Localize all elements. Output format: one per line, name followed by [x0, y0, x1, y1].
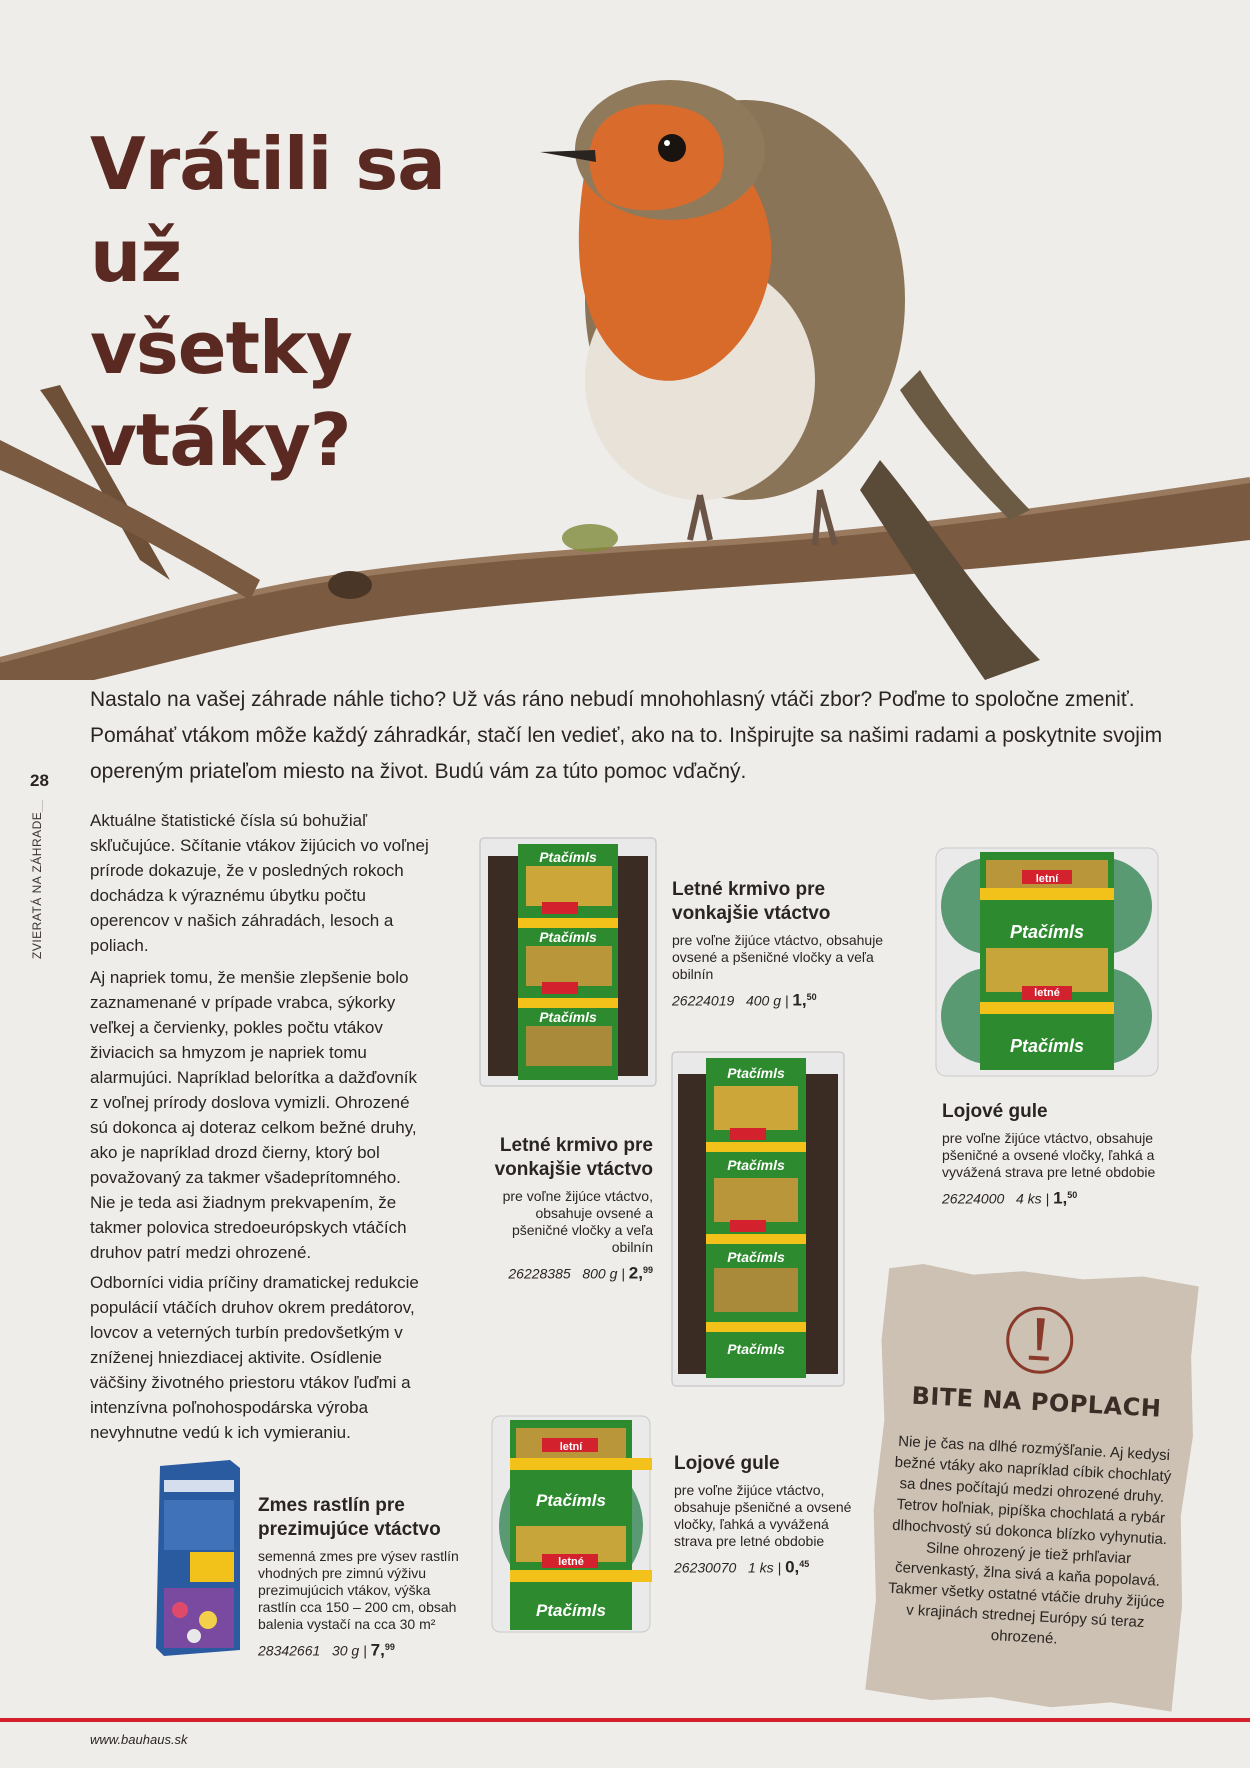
title-line-1: Vrátili sa	[90, 122, 445, 206]
brand-logo-text: Ptačímls	[1009, 922, 1085, 942]
product-image-suet-balls-4pack	[934, 846, 1160, 1078]
product-image-suet-ball-single	[490, 1414, 652, 1634]
product-card	[674, 1452, 864, 1578]
body-paragraph-3: Odborníci vidia príčiny dramatickej redukcie populácií vtáčích druhov okrem predátorov, lovcov a veterných turbín predovšetkým v zníženej hniezdiacej aktivite. Osídlenie väčšiny životného priestoru vtákov ľuďmi a intenzívna poľnohospodárska výroba nevyhnutne vedú k ich vymieraniu.	[90, 1273, 419, 1442]
product-description: pre voľne žijúce vtáctvo, obsahuje ovsené a pšeničné vločky a veľa obilnín	[502, 1188, 653, 1255]
title-line-3: vtáky?	[90, 398, 351, 482]
brand-logo-text: Ptačímls	[727, 1157, 785, 1173]
brand-logo-text: Ptačímls	[539, 849, 597, 865]
price-cents: 45	[799, 1559, 810, 1569]
product-price	[672, 987, 887, 1011]
page-number: 28	[30, 771, 49, 790]
product-card	[672, 878, 887, 1011]
product-card	[942, 1100, 1177, 1209]
price-main: 1,	[792, 990, 807, 1010]
price-main: 7,	[370, 1640, 385, 1660]
product-price	[258, 1637, 463, 1661]
product-quantity: 800 g |	[582, 1265, 625, 1282]
section-label: ZVIERATÁ NA ZÁHRADE	[30, 812, 44, 960]
product-description: pre voľne žijúce vtáctvo, obsahuje pšeničné a ovsené vločky, ľahká a vyvážená strava pre letné obdobie	[674, 1482, 852, 1549]
price-cents: 99	[642, 1265, 653, 1275]
title-line-2: už všetky	[90, 214, 352, 390]
product-code: 26230070	[674, 1559, 737, 1576]
product-card	[258, 1494, 463, 1661]
brand-logo-text: Ptačímls	[539, 1009, 597, 1025]
brand-logo-text: Ptačímls	[1009, 1036, 1085, 1056]
product-quantity: 30 g |	[331, 1642, 367, 1659]
brand-logo-text: Ptačímls	[539, 929, 597, 945]
product-image-seed-bag-400g	[478, 836, 658, 1088]
tag-letni: letní	[559, 1441, 583, 1453]
product-quantity: 4 ks |	[1015, 1190, 1050, 1207]
body-paragraph-2: Aj napriek tomu, že menšie zlepšenie bolo zaznamenané v prípade vrabca, sýkorky veľkej a červienky, pokles počtu vtákov živiacich sa hmyzom je napriek tomu alarmujúci. Napríklad belorítka a dažďovník z voľnej prírody doslova vymizli. Ohrozené sú dokonca aj doteraz celkom bežné druhy, ako je napríklad drozd čierny, ktorý bol považovaný za takmer všadeprítomného. Nie je teda asi žiadnym prekvapením, že takmer polovica stredoeurópskych vtáčích druhov patrí medzi ohrozené.	[90, 968, 417, 1262]
product-code: 26224019	[672, 992, 735, 1009]
warning-note	[861, 1260, 1204, 1716]
product-description: semenná zmes pre výsev rastlín vhodných pre zimnú výživu prezimujúcich vtákov, výška rastlín cca 150 – 200 cm, obsah balenia vystačí na cca 30 m²	[258, 1548, 459, 1632]
product-code: 26228385	[508, 1265, 571, 1282]
product-code: 28342661	[258, 1642, 321, 1659]
price-main: 2,	[628, 1263, 643, 1283]
tag-letni: letní	[1035, 873, 1059, 885]
side-divider	[42, 800, 43, 812]
footer-url[interactable]: www.bauhaus.sk	[90, 1732, 188, 1747]
brand-logo-text: Ptačímls	[727, 1249, 785, 1265]
body-paragraph-1: Aktuálne štatistické čísla sú bohužiaľ skľučujúce. Sčítanie vtákov žijúcich vo voľnej prírode dokazuje, že v posledných rokoch dochádza k výraznému úbytku počtu operencov v našich záhradách, lesoch a poliach.	[90, 811, 429, 955]
brand-logo-text: Ptačímls	[727, 1065, 785, 1081]
product-description: pre voľne žijúce vtáctvo, obsahuje pšeničné a ovsené vločky, ľahká a vyvážená strava pre letné obdobie	[942, 1130, 1156, 1180]
product-title: Letné krmivo pre vonkajšie vtáctvo	[672, 879, 831, 924]
footer-divider	[0, 1718, 1250, 1722]
product-image-seed-mix-box	[150, 1460, 244, 1656]
product-price	[942, 1185, 1177, 1209]
tag-letne: letné	[1034, 987, 1060, 999]
price-cents: 50	[806, 992, 817, 1002]
price-cents: 99	[384, 1642, 395, 1652]
product-title: Lojové gule	[674, 1453, 780, 1474]
product-price	[478, 1260, 653, 1284]
price-cents: 50	[1067, 1190, 1078, 1200]
product-code: 26224000	[942, 1190, 1005, 1207]
robin-eye	[658, 134, 686, 162]
product-title: Letné krmivo pre vonkajšie vtáctvo	[494, 1135, 653, 1180]
brand-logo-text: Ptačímls	[727, 1341, 785, 1357]
tag-letne: letné	[558, 1556, 584, 1568]
product-description: pre voľne žijúce vtáctvo, obsahuje ovsené a pšeničné vločky a veľa obilnín	[672, 932, 884, 982]
brand-logo-text: Ptačímls	[536, 1601, 606, 1620]
product-title: Lojové gule	[942, 1101, 1048, 1122]
price-main: 0,	[785, 1557, 800, 1577]
note-body: Nie je čas na dlhé rozmýšľanie. Aj kedysi bežné vtáky ako napríklad cíbik chochlatý sa dnes počítajú medzi ohrozené druhy. Tetrov hoľniak, pipíška chochlatá a rybár dlhochvostý sú dokonca blízko vyhynutia. Silne ohrozený je tiež prhľaviar červenkastý, žlna sivá a kaňa popolavá. Takmer všetky ostatné vtáčie druhy žijúce v krajinách strednej Európy sú teraz ohrozené.	[887, 1432, 1172, 1648]
page-title	[90, 118, 450, 486]
product-image-seed-bag-800g	[670, 1050, 846, 1388]
product-quantity: 1 ks |	[747, 1559, 782, 1576]
intro-paragraph: Nastalo na vašej záhrade náhle ticho? Už vás ráno nebudí mnohohlasný vtáči zbor? Poďme to spoločne zmeniť. Pomáhať vtákom môže každý záhradkár, stačí len vedieť, ako na to. Inšpirujte sa našimi radami a poskytnite svojim opereným priateľom miesto na život. Budú vám za túto pomoc vďačný.	[90, 688, 1163, 783]
product-price	[674, 1554, 864, 1578]
brand-logo-text: Ptačímls	[536, 1491, 606, 1510]
price-main: 1,	[1053, 1188, 1068, 1208]
product-card	[478, 1134, 653, 1284]
robin-beak	[540, 150, 596, 162]
warning-stamp-icon	[1002, 1302, 1078, 1378]
product-quantity: 400 g |	[745, 992, 789, 1009]
note-title: BITE NA POPLACH	[910, 1381, 1163, 1423]
product-title: Zmes rastlín pre prezimujúce vtáctvo	[258, 1495, 441, 1540]
